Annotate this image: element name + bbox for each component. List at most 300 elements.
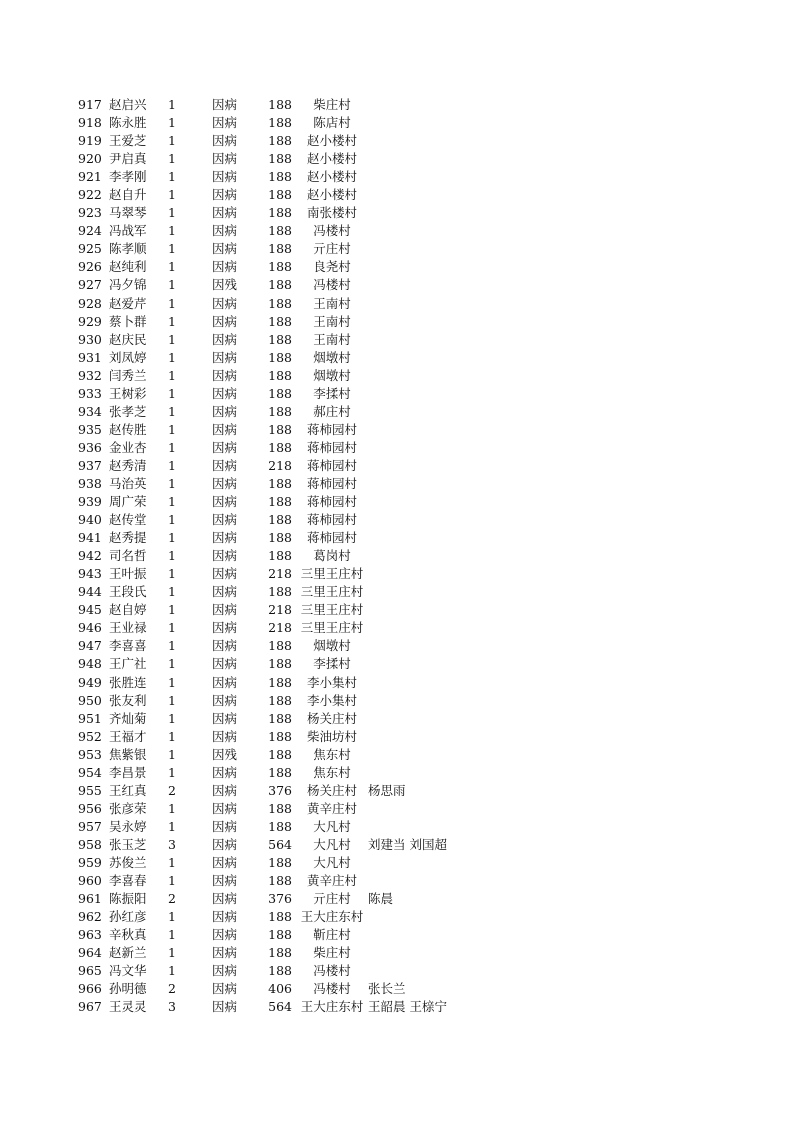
reason: 因病 <box>212 909 238 925</box>
amount: 188 <box>268 187 292 203</box>
table-row <box>0 403 793 421</box>
reason: 因病 <box>212 692 238 708</box>
recipient-name: 王福才 <box>109 728 147 744</box>
table-row <box>0 547 793 565</box>
row-number: 964 <box>78 945 102 961</box>
amount: 188 <box>268 945 292 961</box>
amount: 188 <box>268 818 292 834</box>
village: 烟墩村 <box>313 638 351 654</box>
household-count: 1 <box>168 638 176 654</box>
table-row <box>0 890 793 908</box>
village: 赵小楼村 <box>306 151 357 167</box>
table-row <box>0 493 793 511</box>
recipient-name: 王树彩 <box>109 385 147 401</box>
household-count: 1 <box>168 403 176 419</box>
table-row <box>0 962 793 980</box>
amount: 188 <box>268 115 292 131</box>
table-row <box>0 385 793 403</box>
amount: 218 <box>268 602 292 618</box>
household-count: 1 <box>168 277 176 293</box>
household-count: 1 <box>168 475 176 491</box>
reason: 因病 <box>212 584 238 600</box>
village: 王南村 <box>313 295 351 311</box>
village: 李小集村 <box>306 692 357 708</box>
household-count: 1 <box>168 512 176 528</box>
table-row <box>0 854 793 872</box>
row-number: 932 <box>78 367 102 383</box>
table-row <box>0 818 793 836</box>
recipient-name: 辛秋真 <box>109 927 147 943</box>
household-count: 1 <box>168 295 176 311</box>
reason: 因病 <box>212 367 238 383</box>
amount: 188 <box>268 512 292 528</box>
row-number: 955 <box>78 782 102 798</box>
row-number: 954 <box>78 764 102 780</box>
table-row <box>0 529 793 547</box>
household-count: 1 <box>168 439 176 455</box>
household-count: 3 <box>168 999 176 1015</box>
reason: 因病 <box>212 403 238 419</box>
recipient-name: 司名哲 <box>109 548 147 564</box>
recipient-name: 张彦荣 <box>109 800 147 816</box>
recipient-name: 冯夕锦 <box>109 277 147 293</box>
table-row <box>0 96 793 114</box>
table-row <box>0 565 793 583</box>
household-count: 1 <box>168 710 176 726</box>
reason: 因病 <box>212 656 238 672</box>
row-number: 930 <box>78 331 102 347</box>
reason: 因病 <box>212 981 238 997</box>
row-number: 950 <box>78 692 102 708</box>
row-number: 943 <box>78 566 102 582</box>
reason: 因病 <box>212 223 238 239</box>
table-row <box>0 313 793 331</box>
household-count: 1 <box>168 945 176 961</box>
reason: 因病 <box>212 421 238 437</box>
village: 杨关庄村 <box>306 710 357 726</box>
additional-members: 杨思雨 <box>368 782 406 798</box>
reason: 因病 <box>212 728 238 744</box>
table-row <box>0 655 793 673</box>
table-row <box>0 998 793 1016</box>
table-row <box>0 782 793 800</box>
row-number: 962 <box>78 909 102 925</box>
row-number: 931 <box>78 349 102 365</box>
reason: 因病 <box>212 999 238 1015</box>
village: 王南村 <box>313 331 351 347</box>
household-count: 1 <box>168 927 176 943</box>
reason: 因病 <box>212 945 238 961</box>
amount: 188 <box>268 331 292 347</box>
row-number: 963 <box>78 927 102 943</box>
amount: 376 <box>268 891 292 907</box>
village: 李小集村 <box>306 674 357 690</box>
row-number: 958 <box>78 836 102 852</box>
additional-members: 张长兰 <box>368 981 406 997</box>
village: 三里王庄村 <box>300 566 364 582</box>
reason: 因病 <box>212 295 238 311</box>
village: 蒋柿园村 <box>306 475 357 491</box>
table-row <box>0 926 793 944</box>
table-row <box>0 944 793 962</box>
village: 靳庄村 <box>313 927 351 943</box>
recipient-name: 赵自升 <box>109 187 147 203</box>
row-number: 960 <box>78 873 102 889</box>
row-number: 933 <box>78 385 102 401</box>
reason: 因病 <box>212 764 238 780</box>
row-number: 944 <box>78 584 102 600</box>
village: 蒋柿园村 <box>306 439 357 455</box>
row-number: 961 <box>78 891 102 907</box>
table-row <box>0 710 793 728</box>
row-number: 929 <box>78 313 102 329</box>
reason: 因病 <box>212 530 238 546</box>
row-number: 939 <box>78 494 102 510</box>
village: 葛岗村 <box>313 548 351 564</box>
village: 郝庄村 <box>313 403 351 419</box>
recipient-name: 王业禄 <box>109 620 147 636</box>
household-count: 1 <box>168 313 176 329</box>
row-number: 946 <box>78 620 102 636</box>
reason: 因病 <box>212 169 238 185</box>
recipient-name: 马翠琴 <box>109 205 147 221</box>
amount: 188 <box>268 349 292 365</box>
household-count: 2 <box>168 981 176 997</box>
reason: 因病 <box>212 97 238 112</box>
table-row <box>0 583 793 601</box>
recipient-name: 周广荣 <box>109 494 147 510</box>
table-row <box>0 746 793 764</box>
amount: 188 <box>268 584 292 600</box>
table-row <box>0 150 793 168</box>
recipient-name: 闫秀兰 <box>109 367 147 383</box>
household-count: 1 <box>168 115 176 131</box>
recipient-name: 张孝芝 <box>109 403 147 419</box>
reason: 因病 <box>212 115 238 131</box>
reason: 因病 <box>212 854 238 870</box>
village: 王大庄东村 <box>300 909 364 925</box>
reason: 因病 <box>212 927 238 943</box>
village: 王南村 <box>313 313 351 329</box>
reason: 因病 <box>212 439 238 455</box>
row-number: 923 <box>78 205 102 221</box>
reason: 因病 <box>212 548 238 564</box>
recipient-name: 王叶振 <box>109 566 147 582</box>
amount: 188 <box>268 927 292 943</box>
village: 冯楼村 <box>313 277 351 293</box>
reason: 因病 <box>212 873 238 889</box>
household-count: 1 <box>168 566 176 582</box>
household-count: 1 <box>168 656 176 672</box>
household-count: 1 <box>168 873 176 889</box>
recipient-name: 蔡卜群 <box>109 313 147 329</box>
row-number: 959 <box>78 854 102 870</box>
amount: 188 <box>268 385 292 401</box>
village: 蒋柿园村 <box>306 530 357 546</box>
household-count: 1 <box>168 494 176 510</box>
recipient-name: 赵传胜 <box>109 421 147 437</box>
table-row <box>0 240 793 258</box>
amount: 188 <box>268 728 292 744</box>
recipient-name: 孙明德 <box>109 981 147 997</box>
reason: 因病 <box>212 457 238 473</box>
household-count: 1 <box>168 133 176 149</box>
table-row <box>0 204 793 222</box>
table-row <box>0 421 793 439</box>
recipient-name: 赵新兰 <box>109 945 147 961</box>
reason: 因病 <box>212 620 238 636</box>
household-count: 1 <box>168 674 176 690</box>
village: 赵小楼村 <box>306 169 357 185</box>
village: 烟墩村 <box>313 367 351 383</box>
village: 南张楼村 <box>306 205 357 221</box>
household-count: 1 <box>168 548 176 564</box>
row-number: 928 <box>78 295 102 311</box>
table-row <box>0 186 793 204</box>
village: 王大庄东村 <box>300 999 364 1015</box>
recipient-name: 陈振阳 <box>109 891 147 907</box>
row-number: 951 <box>78 710 102 726</box>
household-count: 3 <box>168 836 176 852</box>
village: 黄辛庄村 <box>306 873 357 889</box>
village: 赵小楼村 <box>306 133 357 149</box>
table-row <box>0 222 793 240</box>
reason: 因病 <box>212 133 238 149</box>
row-number: 941 <box>78 530 102 546</box>
recipient-name: 王广社 <box>109 656 147 672</box>
village: 焦东村 <box>313 764 351 780</box>
row-number: 967 <box>78 999 102 1015</box>
household-count: 1 <box>168 530 176 546</box>
row-number: 947 <box>78 638 102 654</box>
amount: 188 <box>268 656 292 672</box>
row-number: 949 <box>78 674 102 690</box>
table-row <box>0 511 793 529</box>
village: 烟墩村 <box>313 349 351 365</box>
village: 蒋柿园村 <box>306 457 357 473</box>
village: 三里王庄村 <box>300 584 364 600</box>
recipient-name: 赵庆民 <box>109 331 147 347</box>
recipient-name: 赵秀提 <box>109 530 147 546</box>
row-number: 934 <box>78 403 102 419</box>
row-number: 952 <box>78 728 102 744</box>
reason: 因病 <box>212 891 238 907</box>
recipient-name: 张玉芝 <box>109 836 147 852</box>
amount: 188 <box>268 223 292 239</box>
table-row <box>0 168 793 186</box>
recipient-name: 李昌景 <box>109 764 147 780</box>
village: 大凡村 <box>313 854 351 870</box>
recipient-name: 王爱芝 <box>109 133 147 149</box>
table-row <box>0 872 793 890</box>
table-row <box>0 457 793 475</box>
additional-members: 王韶晨 王榇宁 <box>368 999 447 1015</box>
row-number: 957 <box>78 818 102 834</box>
row-number: 918 <box>78 115 102 131</box>
household-count: 1 <box>168 800 176 816</box>
amount: 188 <box>268 295 292 311</box>
row-number: 921 <box>78 169 102 185</box>
village: 三里王庄村 <box>300 602 364 618</box>
table-row <box>0 114 793 132</box>
recipient-name: 冯文华 <box>109 963 147 979</box>
household-count: 1 <box>168 241 176 257</box>
additional-members: 陈晨 <box>368 891 394 907</box>
reason: 因病 <box>212 331 238 347</box>
amount: 188 <box>268 475 292 491</box>
table-row <box>0 258 793 276</box>
household-count: 2 <box>168 782 176 798</box>
village: 李揉村 <box>313 385 351 401</box>
row-number: 924 <box>78 223 102 239</box>
row-number: 936 <box>78 439 102 455</box>
row-number: 937 <box>78 457 102 473</box>
amount: 188 <box>268 169 292 185</box>
village: 冯楼村 <box>313 223 351 239</box>
table-row <box>0 331 793 349</box>
village: 大凡村 <box>313 818 351 834</box>
household-count: 1 <box>168 367 176 383</box>
village: 大凡村 <box>313 836 351 852</box>
row-number: 922 <box>78 187 102 203</box>
recipient-name: 刘凤婷 <box>109 349 147 365</box>
amount: 188 <box>268 133 292 149</box>
recipient-name: 李孝刚 <box>109 169 147 185</box>
reason: 因病 <box>212 800 238 816</box>
recipient-name: 赵自婷 <box>109 602 147 618</box>
amount: 406 <box>268 981 292 997</box>
village: 黄辛庄村 <box>306 800 357 816</box>
amount: 188 <box>268 530 292 546</box>
reason: 因病 <box>212 963 238 979</box>
amount: 564 <box>268 836 292 852</box>
recipient-name: 吴永婷 <box>109 818 147 834</box>
amount: 188 <box>268 439 292 455</box>
amount: 188 <box>268 367 292 383</box>
recipient-name: 赵秀清 <box>109 457 147 473</box>
reason: 因病 <box>212 475 238 491</box>
table-row <box>0 349 793 367</box>
household-count: 1 <box>168 205 176 221</box>
village: 亓庄村 <box>313 241 351 257</box>
reason: 因残 <box>212 277 238 293</box>
amount: 188 <box>268 854 292 870</box>
household-count: 1 <box>168 385 176 401</box>
reason: 因病 <box>212 187 238 203</box>
recipient-name: 齐灿菊 <box>109 710 147 726</box>
row-number: 938 <box>78 475 102 491</box>
amount: 188 <box>268 873 292 889</box>
household-count: 1 <box>168 331 176 347</box>
reason: 因病 <box>212 674 238 690</box>
recipient-name: 金业杏 <box>109 439 147 455</box>
reason: 因病 <box>212 205 238 221</box>
household-count: 1 <box>168 584 176 600</box>
table-row <box>0 692 793 710</box>
table-row <box>0 367 793 385</box>
amount: 188 <box>268 746 292 762</box>
reason: 因病 <box>212 602 238 618</box>
table-row <box>0 908 793 926</box>
row-number: 927 <box>78 277 102 293</box>
amount: 188 <box>268 963 292 979</box>
reason: 因病 <box>212 638 238 654</box>
village: 蒋柿园村 <box>306 512 357 528</box>
additional-members: 刘建当 刘国超 <box>368 836 447 852</box>
household-count: 1 <box>168 97 176 112</box>
recipient-name: 苏俊兰 <box>109 854 147 870</box>
amount: 564 <box>268 999 292 1015</box>
household-count: 1 <box>168 421 176 437</box>
reason: 因病 <box>212 818 238 834</box>
amount: 188 <box>268 764 292 780</box>
household-count: 1 <box>168 728 176 744</box>
table-row <box>0 475 793 493</box>
recipient-name: 李喜喜 <box>109 638 147 654</box>
reason: 因病 <box>212 313 238 329</box>
household-count: 1 <box>168 909 176 925</box>
village: 陈店村 <box>313 115 351 131</box>
recipient-name: 焦紫银 <box>109 746 147 762</box>
table-row <box>0 980 793 998</box>
amount: 188 <box>268 494 292 510</box>
village: 李揉村 <box>313 656 351 672</box>
amount: 218 <box>268 620 292 636</box>
table-row <box>0 637 793 655</box>
household-count: 1 <box>168 259 176 275</box>
household-count: 1 <box>168 818 176 834</box>
reason: 因病 <box>212 349 238 365</box>
row-number: 956 <box>78 800 102 816</box>
amount: 188 <box>268 710 292 726</box>
reason: 因病 <box>212 385 238 401</box>
table-row <box>0 601 793 619</box>
amount: 188 <box>268 421 292 437</box>
recipient-name: 马治英 <box>109 475 147 491</box>
table-row <box>0 439 793 457</box>
recipient-name: 赵爱芹 <box>109 295 147 311</box>
amount: 188 <box>268 638 292 654</box>
household-count: 1 <box>168 187 176 203</box>
row-number: 948 <box>78 656 102 672</box>
reason: 因病 <box>212 151 238 167</box>
village: 柴油坊村 <box>306 728 357 744</box>
village: 亓庄村 <box>313 891 351 907</box>
household-count: 1 <box>168 764 176 780</box>
household-count: 1 <box>168 602 176 618</box>
row-number: 919 <box>78 133 102 149</box>
reason: 因病 <box>212 241 238 257</box>
village: 赵小楼村 <box>306 187 357 203</box>
row-number: 925 <box>78 241 102 257</box>
household-count: 1 <box>168 457 176 473</box>
household-count: 1 <box>168 169 176 185</box>
amount: 188 <box>268 97 292 112</box>
table-row <box>0 674 793 692</box>
village: 杨关庄村 <box>306 782 357 798</box>
amount: 188 <box>268 151 292 167</box>
amount: 218 <box>268 566 292 582</box>
household-count: 1 <box>168 963 176 979</box>
amount: 188 <box>268 403 292 419</box>
row-number: 940 <box>78 512 102 528</box>
reason: 因病 <box>212 494 238 510</box>
row-number: 917 <box>78 97 102 112</box>
amount: 188 <box>268 800 292 816</box>
recipient-name: 赵传堂 <box>109 512 147 528</box>
household-count: 1 <box>168 854 176 870</box>
household-count: 1 <box>168 620 176 636</box>
